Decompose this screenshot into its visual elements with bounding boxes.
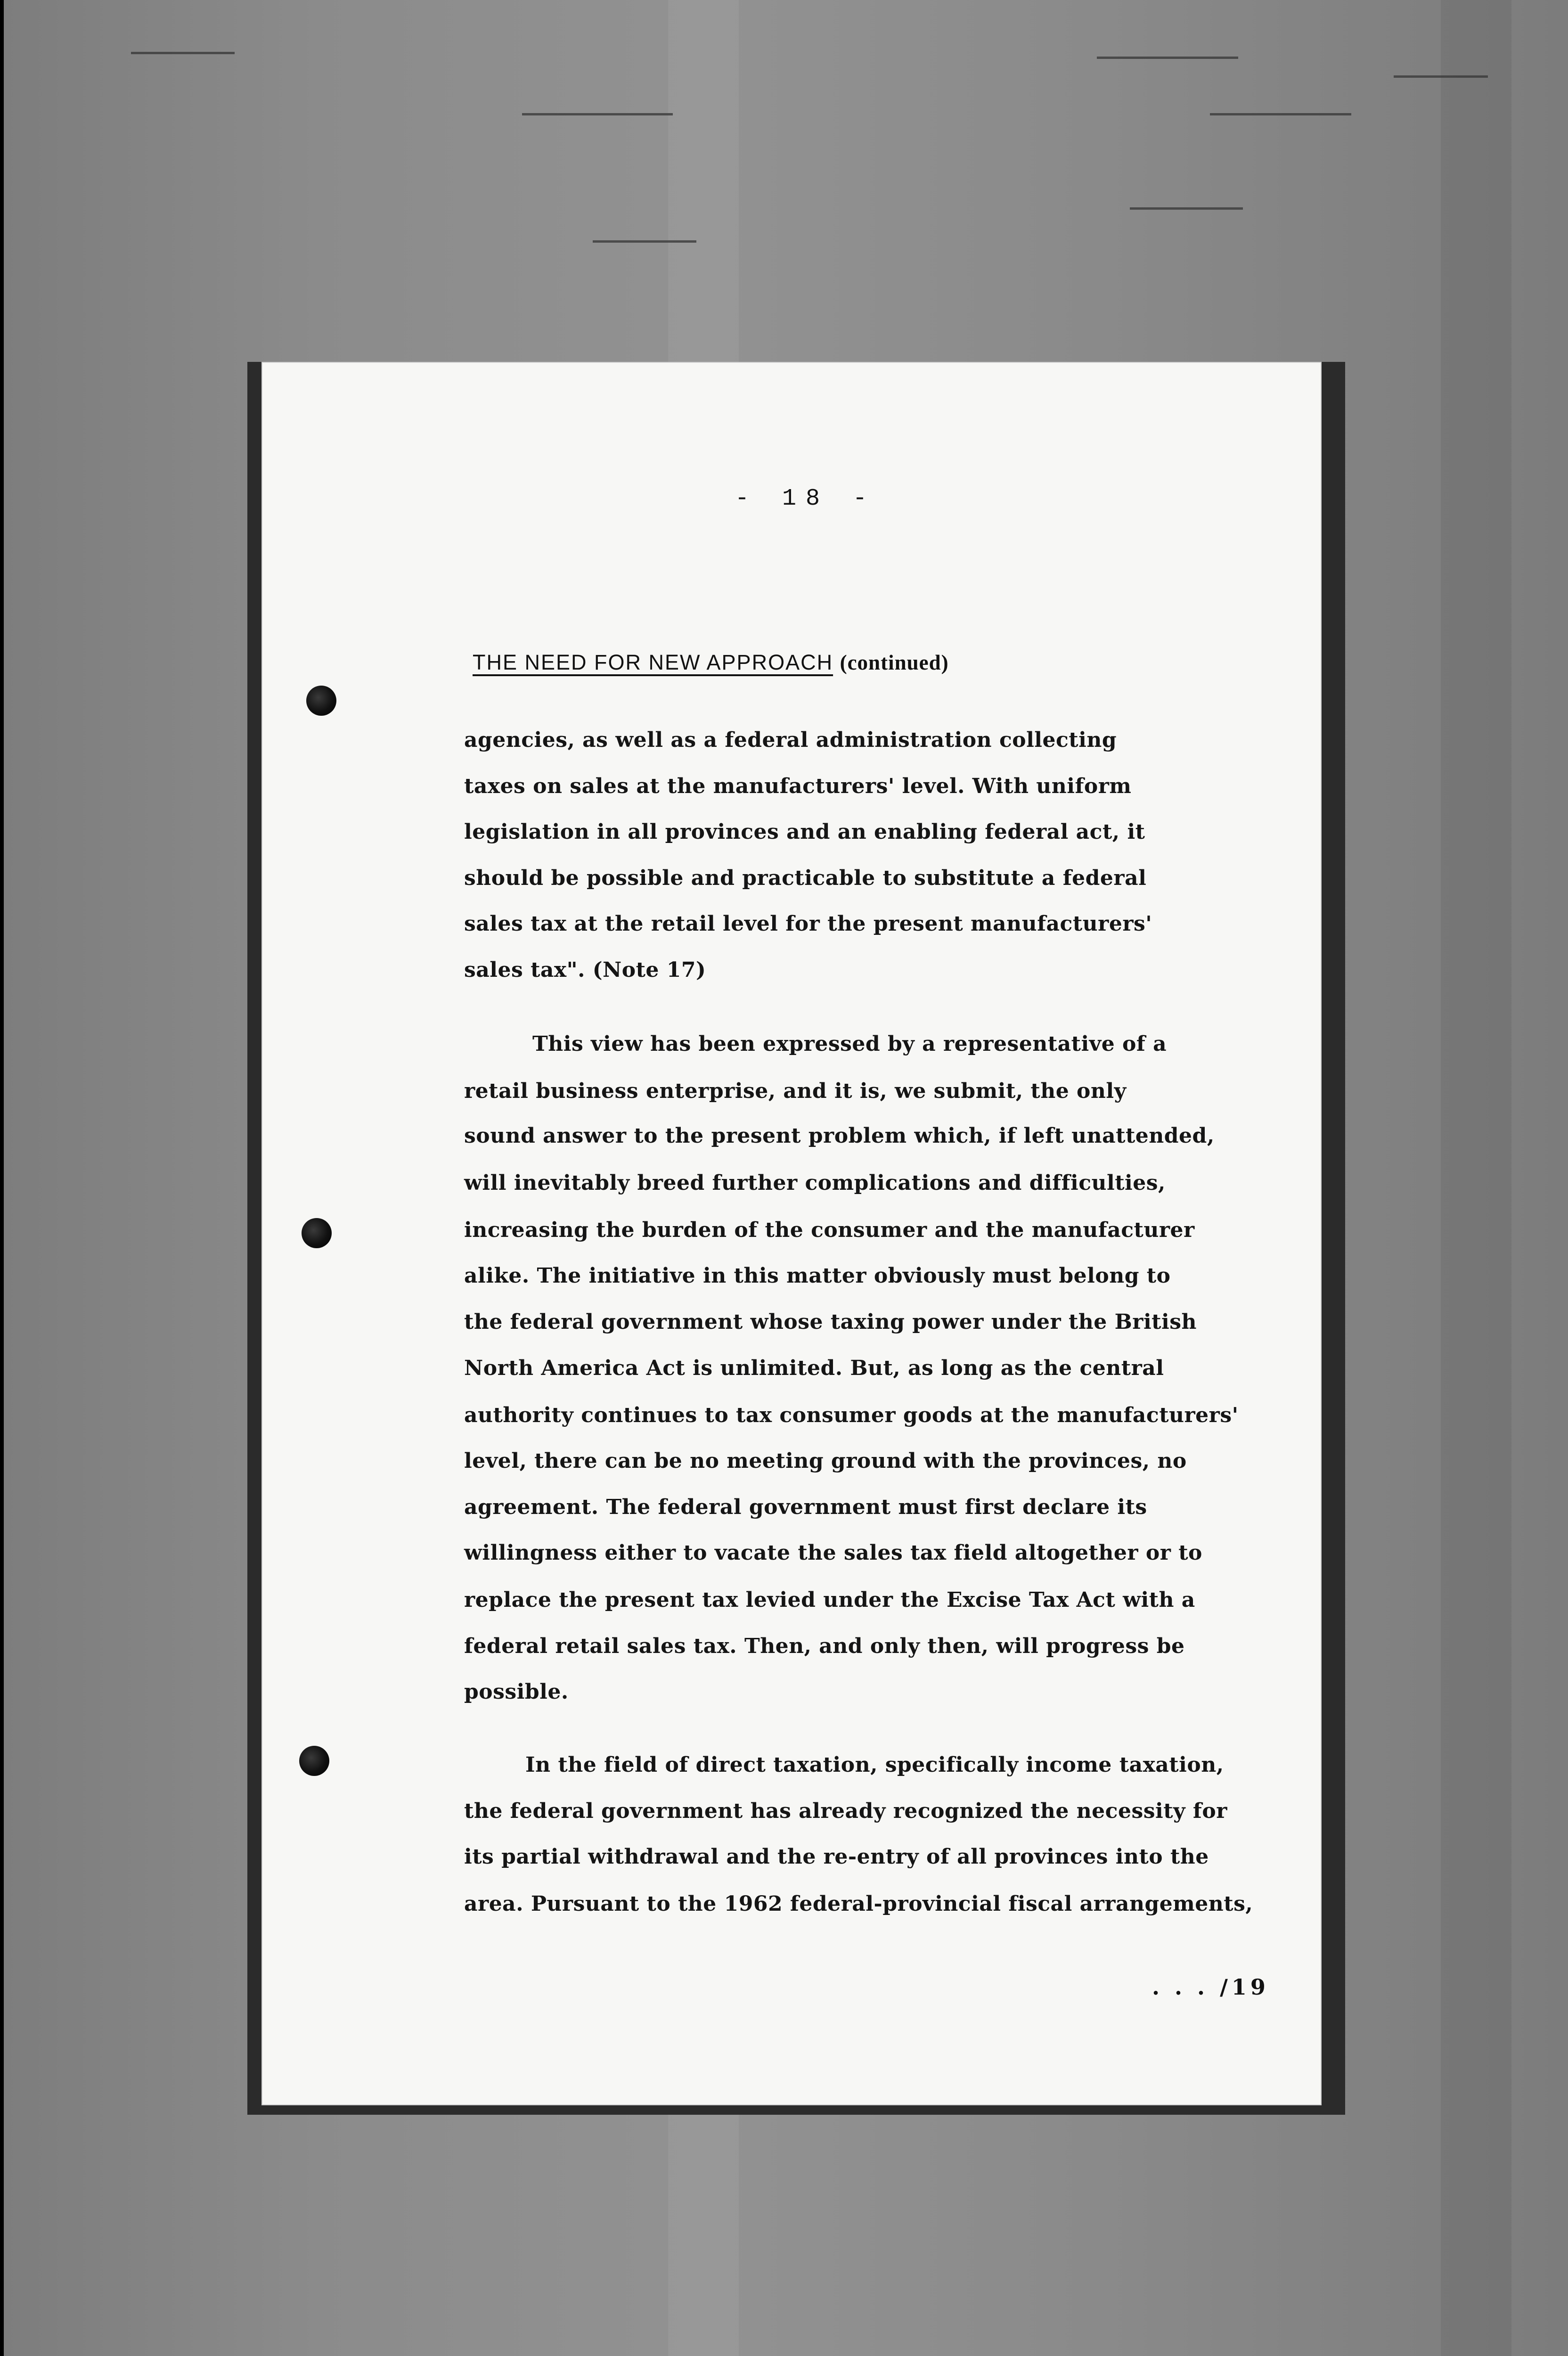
text-line: sales tax at the retail level for the present manufacturers' [464,912,1152,936]
text-line: This view has been expressed by a representative of a [532,1032,1167,1056]
film-artifact [593,240,696,243]
punch-hole [306,686,336,716]
film-artifact [522,113,673,115]
film-seam [1441,0,1511,2356]
film-artifact [1097,57,1238,59]
text-line: the federal government whose taxing power under the British [464,1310,1197,1334]
text-line: sales tax". (Note 17) [464,958,706,982]
film-artifact [1210,113,1351,115]
film-artifact [1394,75,1488,78]
text-line: federal retail sales tax. Then, and only then, will progress be [464,1634,1185,1658]
text-line: agreement. The federal government must first declare its [464,1495,1147,1519]
text-line: taxes on sales at the manufacturers' level. With uniform [464,774,1132,798]
text-line: replace the present tax levied under the Excise Tax Act with a [464,1588,1195,1612]
text-line: retail business enterprise, and it is, we submit, the only [464,1079,1127,1103]
text-line: sound answer to the present problem which, if left unattended, [464,1124,1215,1148]
text-line: area. Pursuant to the 1962 federal-provincial fiscal arrangements, [464,1892,1253,1916]
text-line: will inevitably breed further complications and difficulties, [464,1171,1166,1195]
continuation-marker: . . . /19 [1152,1974,1269,2000]
section-heading [473,650,949,675]
text-line: should be possible and practicable to substitute a federal [464,866,1147,890]
text-line: willingness either to vacate the sales tax field altogether or to [464,1541,1202,1565]
text-line: agencies, as well as a federal administration collecting [464,728,1117,752]
text-line: authority continues to tax consumer goods at the manufacturers' [464,1403,1239,1427]
text-line: North America Act is unlimited. But, as long as the central [464,1356,1164,1380]
text-line: level, there can be no meeting ground with the provinces, no [464,1449,1187,1473]
page-number: - 18 - [735,485,877,512]
text-line: alike. The initiative in this matter obviously must belong to [464,1264,1171,1288]
punch-hole [299,1746,329,1776]
text-line: its partial withdrawal and the re-entry of all provinces into the [464,1845,1209,1869]
section-heading-title: THE NEED FOR NEW APPROACH [473,650,833,674]
section-heading-suffix: (continued) [840,651,949,674]
film-artifact [131,52,235,54]
film-artifact [1130,207,1243,210]
text-line: In the field of direct taxation, specifically income taxation, [525,1753,1224,1777]
text-line: possible. [464,1680,569,1704]
text-line: legislation in all provinces and an enabling federal act, it [464,820,1145,844]
text-line: increasing the burden of the consumer and the manufacturer [464,1218,1195,1242]
punch-hole [302,1218,332,1248]
text-line: the federal government has already recognized the necessity for [464,1799,1227,1823]
